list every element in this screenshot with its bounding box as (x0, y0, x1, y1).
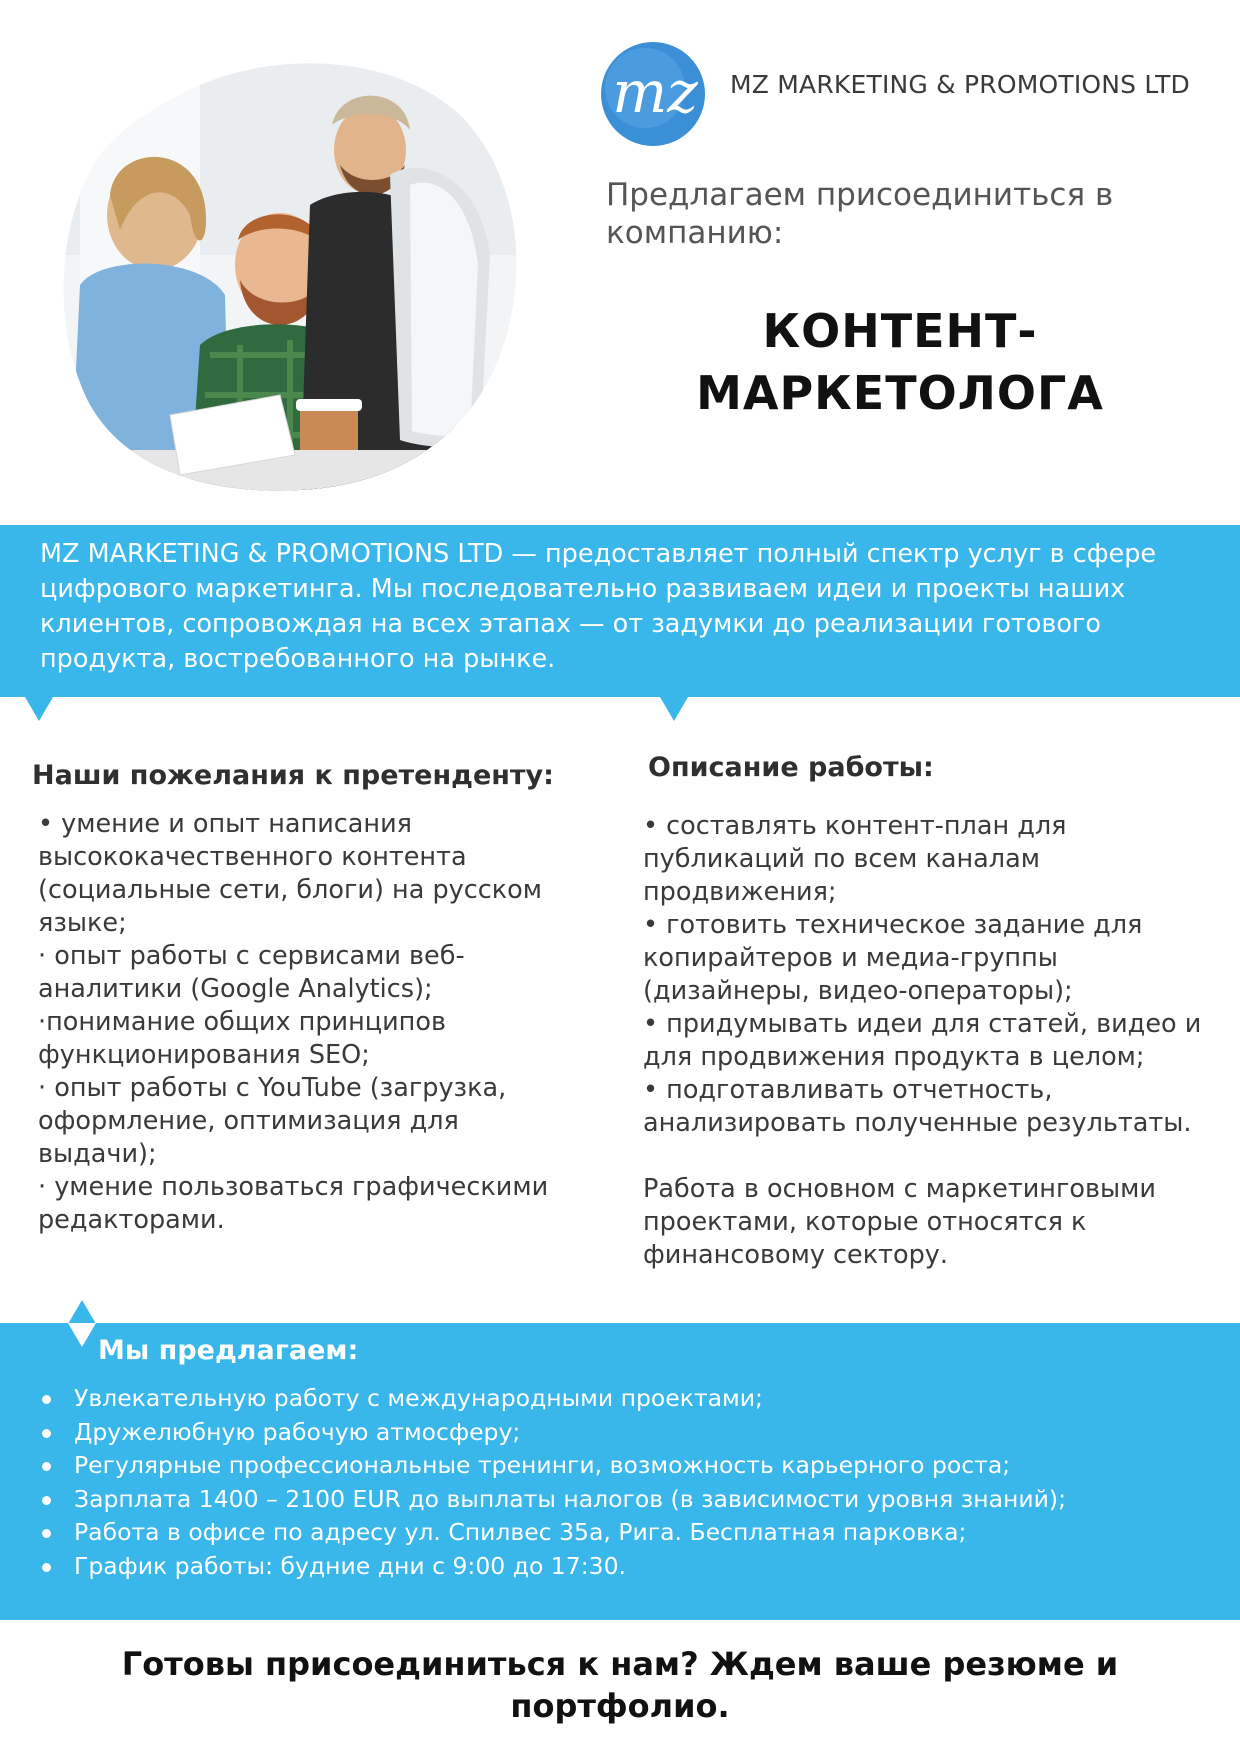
offer-item: Регулярные профессиональные тренинги, возможность карьерного роста; (42, 1449, 1222, 1483)
job-note: Работа в основном с маркетинговыми проектами, которые относятся к финансовому сектору. (643, 1174, 1156, 1270)
offer-item: График работы: будние дни с 9:00 до 17:30. (42, 1550, 1222, 1584)
job-item: • составлять контент-план для публикаций по всем каналам продвижения; (643, 811, 1067, 907)
invite-text: Предлагаем присоединиться в компанию: (606, 177, 1114, 251)
position-line-1: КОНТЕНТ- (762, 304, 1038, 358)
bullet-icon (42, 1529, 51, 1538)
cta-line-2: портфолио. (510, 1687, 730, 1725)
position-title (630, 300, 1170, 424)
requirements-title: Наши пожелания к претенденту: (32, 760, 554, 791)
requirement-item: · умение пользоваться графическими редакторами. (38, 1172, 549, 1235)
offer-item: Работа в офисе по адресу ул. Спилвес 35а, Рига. Бесплатная парковка; (42, 1516, 1222, 1550)
company-logo (595, 34, 715, 154)
offer-notch (68, 1323, 96, 1347)
cta-line-1: Готовы присоединиться к нам? Ждем ваше резюме и (121, 1645, 1119, 1683)
requirement-item: · опыт работы с YouTube (загрузка, оформление, оптимизация для выдачи); (38, 1073, 507, 1169)
requirement-item: · опыт работы с сервисами веб-аналитики (Google Analytics); (38, 941, 465, 1004)
offer-item: Дружелюбную рабочую атмосферу; (42, 1416, 1222, 1450)
call-to-action (40, 1643, 1200, 1727)
offer-list (42, 1382, 1222, 1583)
job-item: • придумывать идеи для статей, видео и для продвижения продукта в целом; (643, 1009, 1202, 1072)
requirement-item: • умение и опыт написания высококачественного контента (социальные сети, блоги) на русском языке; (38, 809, 543, 938)
job-title: Описание работы: (648, 752, 934, 783)
requirements-list (38, 808, 578, 1237)
offer-title: Мы предлагаем: (98, 1335, 359, 1366)
bullet-icon (42, 1429, 51, 1438)
job-item: • подготавливать отчетность, анализировать полученные результаты. (643, 1075, 1192, 1138)
offer-item: Увлекательную работу с международными проектами; (42, 1382, 1222, 1416)
job-spacer (643, 1140, 1213, 1173)
team-photo (60, 55, 550, 495)
company-name: MZ MARKETING & PROMOTIONS LTD (730, 70, 1190, 99)
bullet-icon (42, 1496, 51, 1505)
intro-text: MZ MARKETING & PROMOTIONS LTD — предоставляет полный спектр услуг в сфере цифрового маркетинга. Мы последовательно развиваем идеи и проекты наших клиентов, сопровождая на всех этапах — от задумки до реализации готового продукта, востребованного на рынке. (40, 539, 1157, 674)
job-list (643, 810, 1213, 1272)
offer-notch-up (68, 1300, 96, 1324)
intro-notch-right (660, 697, 688, 721)
bullet-icon (42, 1395, 51, 1404)
bullet-icon (42, 1563, 51, 1572)
intro-notch-left (25, 697, 53, 721)
bullet-icon (42, 1462, 51, 1471)
logo-letters: mz (612, 58, 698, 126)
job-item: • готовить техническое задание для копирайтеров и медиа-группы (дизайнеры, видео-операторы); (643, 910, 1143, 1006)
position-line-2: МАРКЕТОЛОГА (696, 366, 1104, 420)
requirement-item: ·понимание общих принципов функционирования SEO; (38, 1007, 446, 1070)
offer-item: Зарплата 1400 – 2100 EUR до выплаты налогов (в зависимости уровня знаний); (42, 1483, 1222, 1517)
